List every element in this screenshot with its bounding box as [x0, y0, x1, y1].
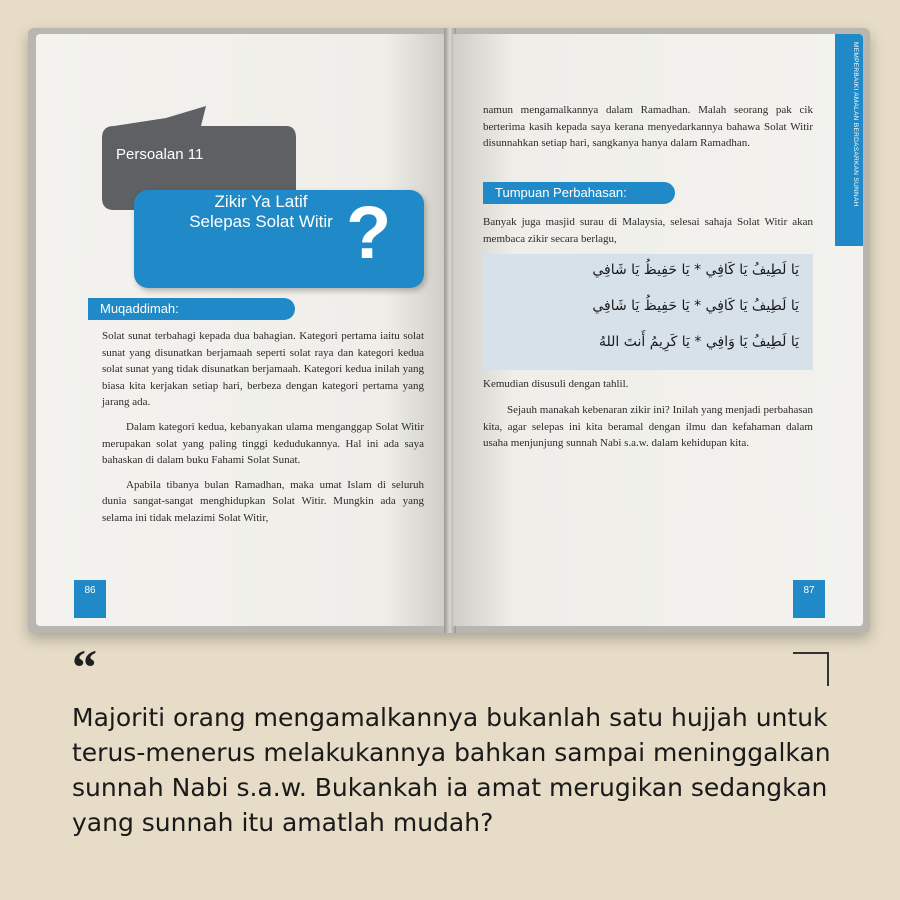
quote-text: Majoriti orang mengamalkannya bukanlah satu hujjah untuk terus-menerus melakukannya bahkan sampai meninggalkan sunnah Nabi s.a.w. Bukankah ia amat merugikan sedangkan yang sunnah itu amatlah mudah?	[72, 703, 831, 837]
paragraph-1: Solat sunat terbahagi kepada dua bahagian. Kategori pertama iaitu solat sunat yang disunatkan berjamaah seperti solat raya dan kategori kedua solat sunat yang tidak disunatkan berjamaah. Kategori kedua inilah yang biasa kita kerjakan setiap hari, berbeza dengan kategori pertama yang jarang ada.	[102, 330, 424, 409]
page-number-left: 86	[74, 580, 106, 618]
chapter-title-line1: Zikir Ya Latif	[214, 192, 308, 211]
corner-bracket-decoration	[793, 652, 829, 686]
quote-mark-icon: “	[72, 639, 97, 695]
arabic-line-1: يَا لَطِيفُ يَا كَافِي * يَا حَفِيظُ يَا شَافِي	[592, 262, 799, 278]
side-tab-text: MEMPERBAIKI AMALAN BERDASARKAN SUNNAH	[852, 42, 859, 207]
section-heading-tumpuan: Tumpuan Perbahasan:	[483, 182, 675, 204]
arabic-zikir-box	[483, 254, 813, 370]
paragraph-3: Apabila tibanya bulan Ramadhan, maka umat Islam di seluruh dunia sangat-sangat menghidupkan Solat Witir. Mungkin ada yang selama ini tidak melazimi Solat Witir,	[102, 478, 424, 524]
left-body-text	[102, 328, 424, 535]
left-page	[36, 34, 446, 626]
right-intro-text: namun mengamalkannya dalam Ramadhan. Malah seorang pak cik berterima kasih kepada saya kerana menyedarkannya bahawa Solat Witir disunnahkan setiap hari, sangkanya hanya dalam Ramadhan.	[483, 104, 813, 150]
right-paragraph-before-arabic: Banyak juga masjid surau di Malaysia, selesai sahaja Solat Witir akan membaca zikir secara berlagu,	[483, 216, 813, 245]
chapter-title	[156, 192, 366, 232]
section-heading-muqaddimah: Muqaddimah:	[88, 298, 295, 320]
arabic-line-3: يَا لَطِيفُ يَا وَافِي * يَا كَرِيمُ أَنتَ اللهُ	[599, 334, 799, 350]
after-arabic-text: Kemudian disusuli dengan tahlil.	[483, 378, 629, 390]
arabic-line-2: يَا لَطِيفُ يَا كَافِي * يَا حَفِيظُ يَا شَافِي	[592, 298, 799, 314]
page-number-right: 87	[793, 580, 825, 618]
side-tab	[835, 34, 863, 246]
question-mark-icon: ?	[346, 191, 392, 274]
paragraph-2: Dalam kategori kedua, kebanyakan ulama menganggap Solat Witir merupakan solat yang paling tinggi kedudukannya. Hal ini ada saya bahaskan di dalam buku Fahami Solat Sunat.	[102, 420, 424, 467]
closing-paragraph: Sejauh manakah kebenaran zikir ini? Inilah yang menjadi perbahasan kita, agar selepas ini kita beramal dengan ilmu dan kefahaman dalam usaha menjunjung sunnah Nabi s.a.w. dalam kehidupan kita.	[483, 404, 813, 450]
chapter-title-line2: Selepas Solat Witir	[189, 212, 333, 231]
right-page	[453, 34, 863, 626]
persoalan-label: Persoalan 11	[116, 146, 204, 163]
open-book	[28, 28, 870, 633]
